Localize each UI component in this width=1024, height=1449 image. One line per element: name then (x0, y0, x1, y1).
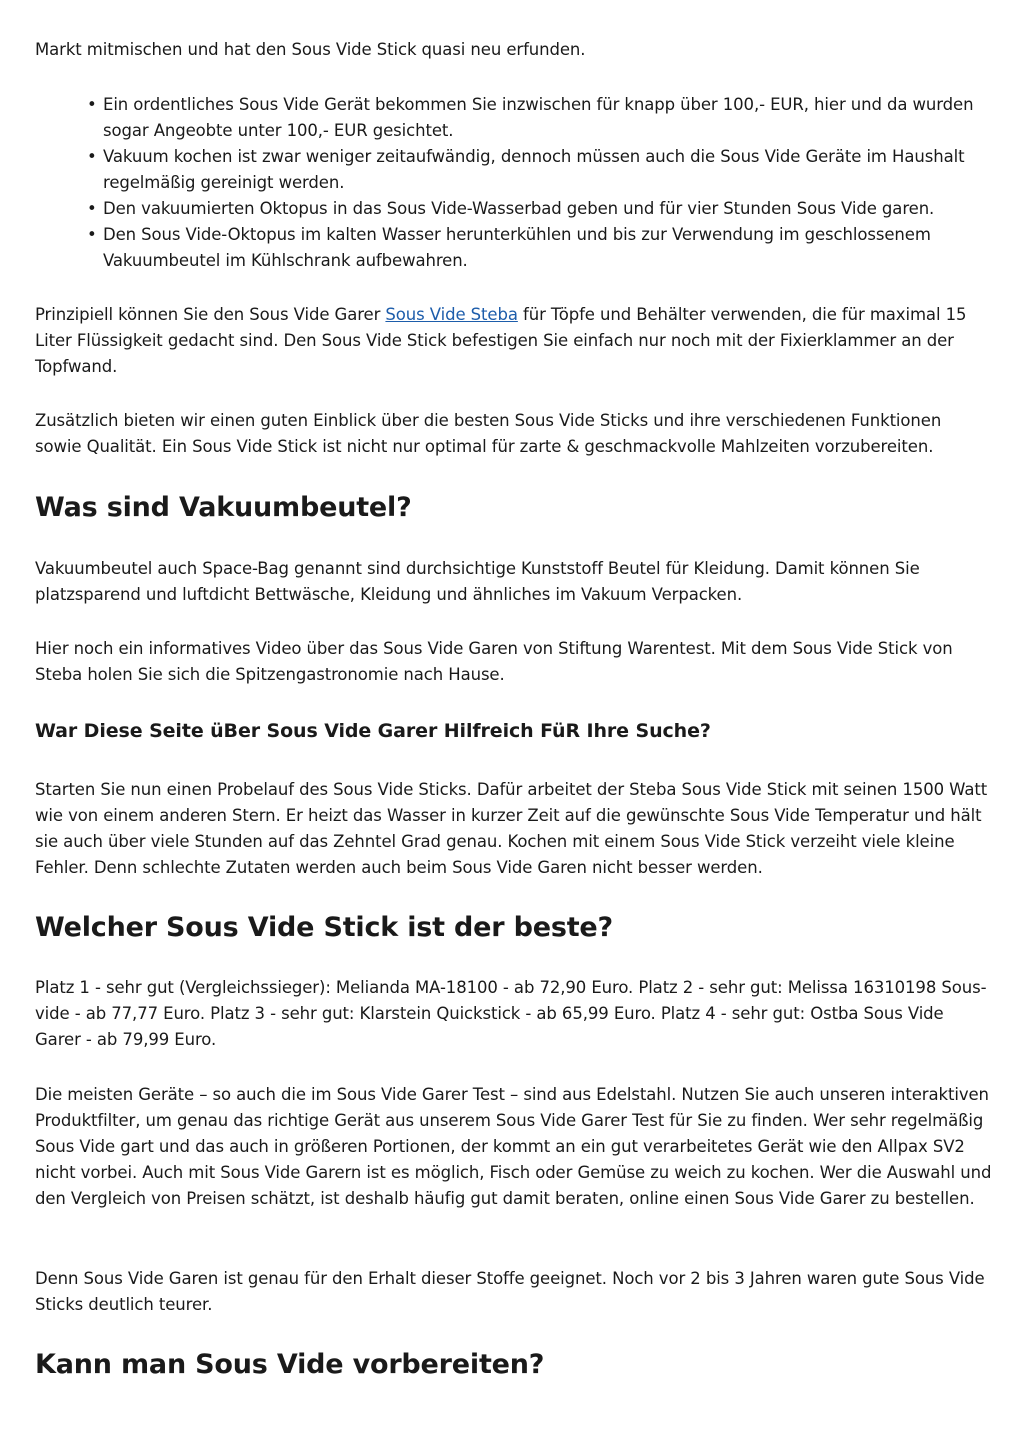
paragraph-steba-start: Prinzipiell können Sie den Sous Vide Garer (35, 305, 386, 324)
paragraph-steba-end: für Töpfe und Behälter verwenden, die für maximal 15 Liter Flüssigkeit gedacht sind. Den Sous Vide Stick befestigen Sie einfach nur noch mit der Fixierklammer an der Topfwand. (35, 305, 967, 376)
paragraph-zusaetzlich: Zusätzlich bieten wir einen guten Einblick über die besten Sous Vide Sticks und ihre verschiedenen Funktionen sowie Qualität. Ein Sous Vide Stick ist nicht nur optimal für zarte & geschmackvolle Mahlzeiten vorzubereiten. (35, 411, 942, 456)
paragraph-probelauf: Starten Sie nun einen Probelauf des Sous Vide Sticks. Dafür arbeitet der Steba Sous Vide Stick mit seinen 1500 Watt wie von einem anderen Stern. Er heizt das Wasser in kurzer Zeit auf die gewünschte Sous Vide Temperatur und hält sie auch über viele Stunden auf das Zehntel Grad genau. Kochen mit einem Sous Vide Stick verzeiht viele kleine Fehler. Denn schlechte Zutaten werden auch beim Sous Vide Garen nicht besser werden. (35, 780, 988, 877)
list-item: • Ein ordentliches Sous Vide Gerät bekommen Sie inzwischen für knapp über 100,- EUR, hier und da wurden sogar Angeobte unter 100,- EUR gesichtet. (103, 92, 993, 144)
paragraph-edelstahl: Die meisten Geräte – so auch die im Sous Vide Garer Test – sind aus Edelstahl. Nutzen Sie auch unseren interaktiven Produktfilter, um genau das richtige Gerät aus unserem Sous Vide Garer Test für Sie zu finden. Wer sehr regelmäßig Sous Vide gart und das auch in größeren Portionen, der kommt an ein gut verarbeitetes Gerät wie den Allpax SV2 nicht vorbei. Auch mit Sous Vide Garern ist es möglich, Fisch oder Gemüse zu weich zu kochen. Wer die Auswahl und den Vergleich von Preisen schätzt, ist deshalb häufig gut damit beraten, online einen Sous Vide Garer zu bestellen. (35, 1085, 992, 1208)
sous-vide-steba-link[interactable]: Sous Vide Steba (385, 305, 518, 324)
heading-vorbereiten: Kann man Sous Vide vorbereiten? (35, 1349, 545, 1380)
list-item: • Den vakuumierten Oktopus in das Sous Vide-Wasserbad geben und für vier Stunden Sous Vide garen. (103, 196, 993, 222)
subheading-hilfreich: War Diese Seite üBer Sous Vide Garer Hilfreich FüR Ihre Suche? (35, 720, 711, 742)
paragraph-steba (35, 302, 990, 380)
bullet-list (35, 92, 993, 274)
paragraph-vakuumbeutel: Vakuumbeutel auch Space-Bag genannt sind durchsichtige Kunststoff Beutel für Kleidung. Damit können Sie platzsparend und luftdicht Bettwäsche, Kleidung und ähnliches im Vakuum Verpacken. (35, 559, 920, 604)
paragraph-platz: Platz 1 - sehr gut (Vergleichssieger): Melianda MA-18100 - ab 72,90 Euro. Platz 2 - sehr gut: Melissa 16310198 Sous-vide - ab 77,77 Euro. Platz 3 - sehr gut: Klarstein Quickstick - ab 65,99 Euro. Platz 4 - sehr gut: Ostba Sous Vide Garer - ab 79,99 Euro. (35, 978, 987, 1049)
list-item: • Vakuum kochen ist zwar weniger zeitaufwändig, dennoch müssen auch die Sous Vide Geräte im Haushalt regelmäßig gereinigt werden. (103, 144, 993, 196)
paragraph-video: Hier noch ein informatives Video über das Sous Vide Garen von Stiftung Warentest. Mit dem Sous Vide Stick von Steba holen Sie sich die Spitzengastronomie nach Hause. (35, 639, 953, 684)
intro-paragraph: Markt mitmischen und hat den Sous Vide Stick quasi neu erfunden. (35, 40, 586, 59)
list-item: • Den Sous Vide-Oktopus im kalten Wasser herunterkühlen und bis zur Verwendung im geschlossenem Vakuumbeutel im Kühlschrank aufbewahren. (103, 222, 993, 274)
heading-beste: Welcher Sous Vide Stick ist der beste? (35, 912, 613, 943)
paragraph-stoffe: Denn Sous Vide Garen ist genau für den Erhalt dieser Stoffe geeignet. Noch vor 2 bis 3 Jahren waren gute Sous Vide Sticks deutlich teurer. (35, 1269, 985, 1314)
heading-vakuumbeutel: Was sind Vakuumbeutel? (35, 492, 412, 523)
